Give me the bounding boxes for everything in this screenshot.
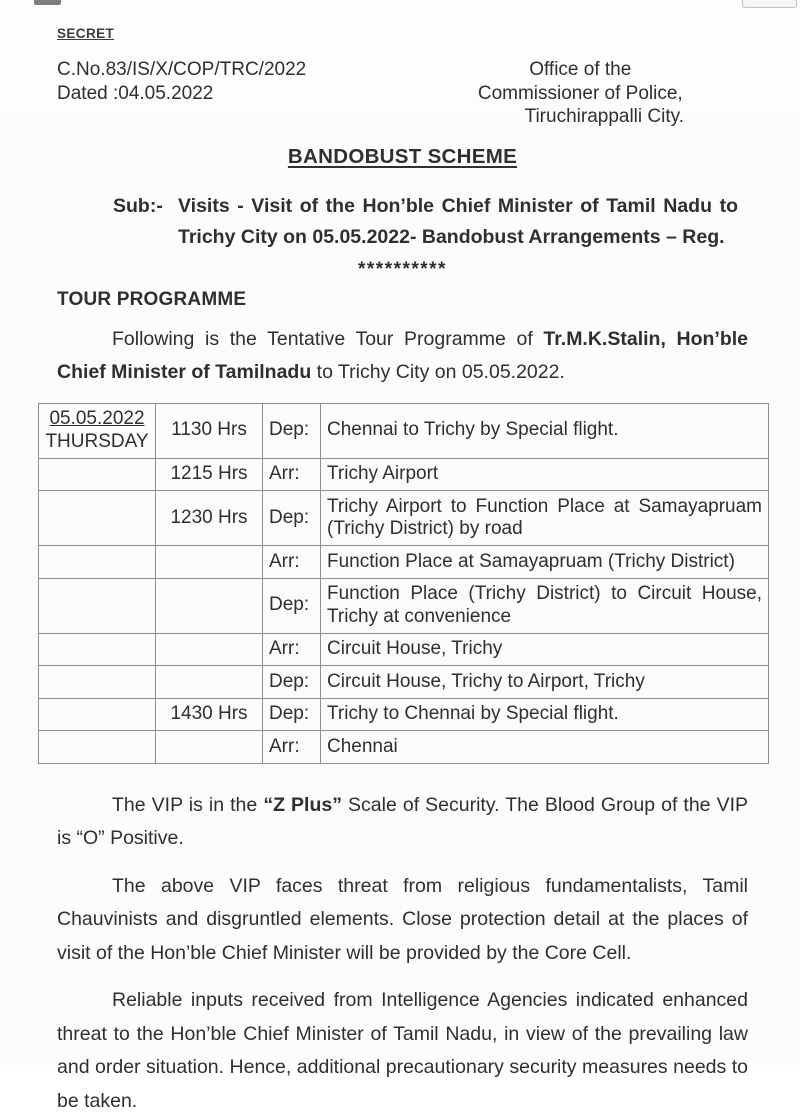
document-title-text: BANDOBUST SCHEME: [287, 144, 518, 168]
date-cell: [39, 666, 156, 699]
date-cell: [39, 491, 156, 546]
office-line-3: Tiruchirappalli City.: [524, 106, 684, 127]
time-cell: 1215 Hrs: [156, 458, 263, 491]
intro-paragraph: [57, 323, 748, 389]
details-cell: Function Place (Trichy District) to Circuit House, Trichy at convenience: [321, 578, 769, 633]
details-cell: Trichy Airport to Function Place at Samayapruam (Trichy District) by road: [321, 491, 769, 546]
subject-line: [113, 191, 748, 253]
security-suffix: Scale of Security. The Blood Group of the VIP is “O” Positive.: [57, 793, 748, 849]
date-line: Dated :04.05.2022: [57, 82, 214, 104]
time-cell: [156, 578, 263, 633]
table-row: [39, 491, 769, 546]
movement-cell: Dep:: [263, 666, 321, 699]
date-text: 05.05.2022: [49, 408, 145, 429]
time-cell: [156, 633, 263, 666]
subject-label: Sub:-: [113, 194, 163, 217]
table-row: [39, 666, 769, 699]
section-heading-tour-programme: TOUR PROGRAMME: [57, 288, 247, 310]
subject-text: Visits - Visit of the Hon’ble Chief Minister of Tamil Nadu to Trichy City on 05.05.2022- Bandobust Arrangements – Reg.: [178, 194, 738, 248]
security-bold-z-plus: “Z Plus”: [263, 793, 342, 816]
details-cell: Function Place at Samayapruam (Trichy District): [321, 546, 769, 579]
movement-cell: Arr:: [263, 546, 321, 579]
movement-cell: Arr:: [263, 731, 321, 764]
security-paragraph: [57, 789, 748, 856]
table-row: [39, 731, 769, 764]
date-cell: [39, 458, 156, 491]
document-title: [57, 145, 748, 169]
table-row: [39, 403, 769, 458]
security-prefix: The VIP is in the: [112, 793, 264, 816]
time-cell: [156, 546, 263, 579]
reference-number: C.No.83/IS/X/COP/TRC/2022: [57, 59, 307, 80]
date-cell: [39, 403, 156, 458]
movement-cell: Arr:: [263, 633, 321, 666]
reference-block: [57, 58, 306, 129]
scan-artifact-top-right: [742, 0, 797, 8]
office-line-2: Commissioner of Police,: [477, 82, 683, 104]
intro-suffix: to Trichy City on 05.05.2022.: [311, 360, 565, 383]
details-cell: Chennai to Trichy by Special flight.: [321, 403, 769, 458]
date-cell: [39, 633, 156, 666]
scan-artifact-top-left: [34, 0, 61, 5]
time-cell: [156, 731, 263, 764]
threat-paragraph: The above VIP faces threat from religious fundamentalists, Tamil Chauvinists and disgruntled elements. Close protection detail at the places of visit of the Hon’ble Chief Minister will be provided by the Core Cell.: [57, 874, 748, 964]
details-cell: Trichy Airport: [321, 458, 769, 491]
details-cell: Chennai: [321, 731, 769, 764]
details-cell: Trichy to Chennai by Special flight.: [321, 698, 769, 731]
time-cell: 1130 Hrs: [156, 403, 263, 458]
intro-prefix: Following is the Tentative Tour Programme of: [112, 327, 544, 350]
time-cell: 1430 Hrs: [156, 698, 263, 731]
details-cell: Circuit House, Trichy: [321, 633, 769, 666]
movement-cell: Dep:: [263, 578, 321, 633]
date-cell: [39, 698, 156, 731]
classification-label: SECRET: [57, 26, 115, 41]
details-cell: Circuit House, Trichy to Airport, Trichy: [321, 666, 769, 699]
table-row: [39, 458, 769, 491]
intro-bold-name: Tr.M.K.Stalin, Hon’ble Chief Minister of Tamilnadu: [57, 327, 748, 383]
date-cell: [39, 731, 156, 764]
time-cell: 1230 Hrs: [156, 491, 263, 546]
office-line-1: Office of the: [529, 59, 632, 80]
movement-cell: Dep:: [263, 698, 321, 731]
table-row: [39, 578, 769, 633]
movement-cell: Dep:: [263, 491, 321, 546]
intel-paragraph: Reliable inputs received from Intelligence Agencies indicated enhanced threat to the Hon’ble Chief Minister of Tamil Nadu, in view of the prevailing law and order situation. Hence, additional precautionary security measures needs to be taken.: [57, 989, 748, 1112]
document-header: [57, 58, 748, 129]
date-cell: [39, 578, 156, 633]
movement-cell: Dep:: [263, 403, 321, 458]
separator-stars: **********: [358, 258, 447, 280]
table-row: [39, 698, 769, 731]
date-cell: [39, 546, 156, 579]
day-text: THURSDAY: [45, 430, 149, 452]
time-cell: [156, 666, 263, 699]
movement-cell: Arr:: [263, 458, 321, 491]
table-row: [39, 546, 769, 579]
office-address-block: [477, 58, 684, 129]
table-row: [39, 633, 769, 666]
tour-programme-table: [38, 403, 769, 764]
